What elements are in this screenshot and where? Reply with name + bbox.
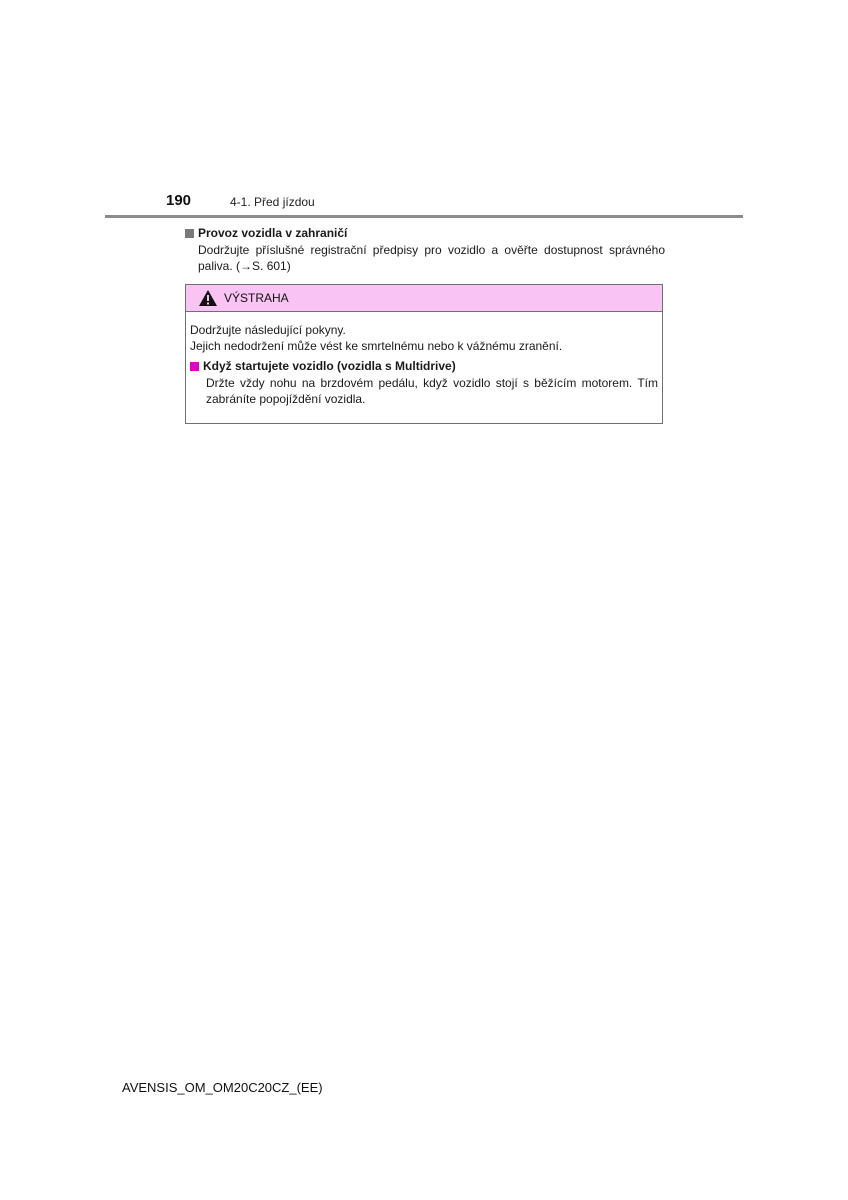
warning-sub-heading (190, 358, 658, 374)
page-number: 190 (166, 192, 192, 209)
warning-triangle-icon (198, 289, 218, 307)
warning-sub-heading-text: Když startujete vozidlo (vozidla s Multidrive) (203, 359, 456, 373)
magenta-square-bullet-icon (190, 362, 199, 371)
warning-sub-block (190, 358, 658, 407)
warning-intro-line2: Jejich nedodržení může vést ke smrtelnému nebo k vážnému zranění. (190, 339, 563, 353)
info-heading (185, 225, 665, 241)
info-heading-text: Provoz vozidla v zahraničí (198, 226, 348, 240)
warning-content (186, 312, 662, 407)
warning-header (186, 285, 662, 312)
warning-intro-line1: Dodržujte následující pokyny. (190, 323, 346, 337)
header-rule (105, 215, 743, 218)
info-section (185, 225, 665, 274)
section-title: 4-1. Před jízdou (230, 195, 315, 209)
gray-square-bullet-icon (185, 229, 194, 238)
warning-box (185, 284, 663, 424)
warning-sub-text: Držte vždy nohu na brzdovém pedálu, když vozidlo stojí s běžícím motorem. Tím zabráníte popojíždění vozidla. (206, 376, 658, 406)
warning-title: VÝSTRAHA (224, 291, 289, 305)
footer-code: AVENSIS_OM_OM20C20CZ_(EE) (122, 1080, 323, 1095)
info-text: Dodržujte příslušné registrační předpisy pro vozidlo a ověřte dostupnost správného paliva. (→S. 601) (198, 243, 665, 273)
